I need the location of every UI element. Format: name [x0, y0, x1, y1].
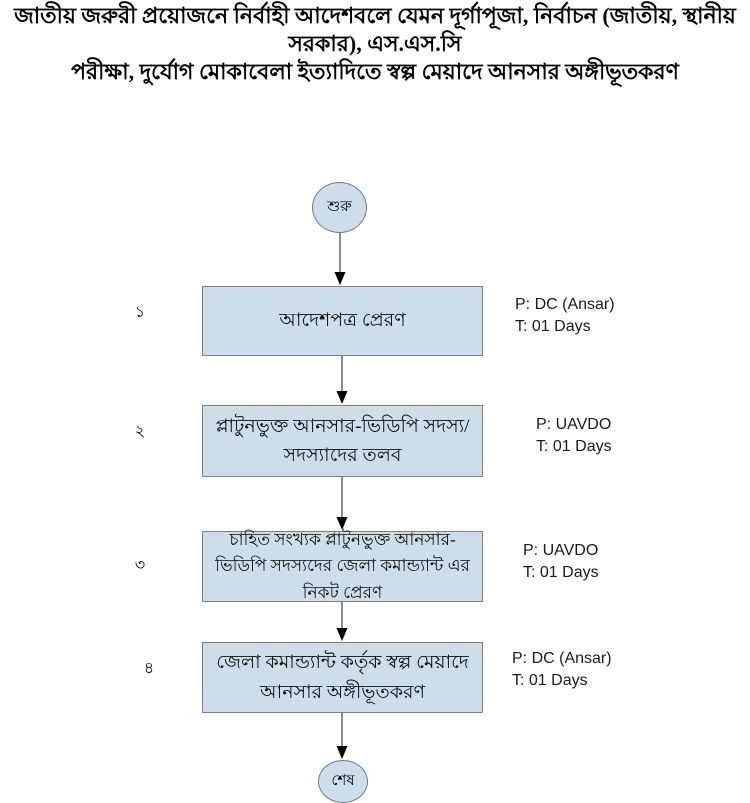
annotation-step-4-performer: P: DC (Ansar)	[512, 650, 612, 667]
end-node	[318, 760, 368, 803]
annotation-step-1-time: T: 01 Days	[515, 318, 591, 335]
page-title-line-1: জাতীয় জরুরী প্রয়োজনে নির্বাহী আদেশবলে যেমন দূর্গাপূজা, নির্বাচন (জাতীয়, স্থানীয় সরকার), এস.এস.সি	[14, 3, 736, 56]
arrow-step1-to-step2	[337, 356, 348, 404]
process-box-2-label: প্লাটুনভুক্ত আনসার-ভিডিপি সদস্য/সদস্যাদের তলব	[215, 415, 470, 466]
annotation-step-2-time: T: 01 Days	[536, 438, 612, 455]
annotation-step-3-performer: P: UAVDO	[523, 542, 599, 559]
page-title-line-2: পরীক্ষা, দুর্যোগ মোকাবেলা ইত্যাদিতে স্বল্প মেয়াদে আনসার অঙ্গীভূতকরণ	[71, 59, 679, 84]
annotation-step-1	[515, 294, 615, 338]
process-box-3-label: চাহিত সংখ্যক প্লাটুনভুক্ত আনসার-ভিডিপি সদস্যদের জেলা কমান্ড্যান্ট এর নিকট প্রেরণ	[215, 529, 470, 602]
process-box-2	[202, 405, 483, 477]
step-number-2: ২	[134, 423, 146, 440]
start-node-label: শুরু	[327, 199, 352, 215]
arrow-start-to-step1	[335, 233, 346, 285]
process-box-1-label: আদেশপত্র প্রেরণ	[279, 310, 406, 332]
start-node	[312, 182, 367, 233]
arrow-step4-to-end	[337, 713, 348, 759]
process-box-4-label: জেলা কমান্ড্যান্ট কর্তৃক স্বল্প মেয়াদে আনসার অঙ্গীভূতকরণ	[216, 652, 469, 703]
arrow-step3-to-step4	[337, 602, 348, 641]
end-node-label: শেষ	[331, 773, 355, 789]
annotation-step-3	[523, 540, 599, 584]
arrow-step2-to-step3	[337, 477, 348, 530]
process-box-3	[202, 531, 483, 602]
annotation-step-3-time: T: 01 Days	[523, 564, 599, 581]
step-number-3: ৩	[134, 557, 146, 574]
annotation-step-2	[536, 414, 612, 458]
annotation-step-1-performer: P: DC (Ansar)	[515, 296, 615, 313]
step-number-1: ১	[134, 304, 146, 321]
process-box-1	[202, 286, 483, 356]
annotation-step-4-time: T: 01 Days	[512, 672, 588, 689]
annotation-step-4	[512, 648, 612, 692]
process-box-4	[202, 642, 483, 713]
step-number-4: ৪	[143, 660, 155, 677]
annotation-step-2-performer: P: UAVDO	[536, 416, 612, 433]
page-title	[0, 2, 750, 86]
